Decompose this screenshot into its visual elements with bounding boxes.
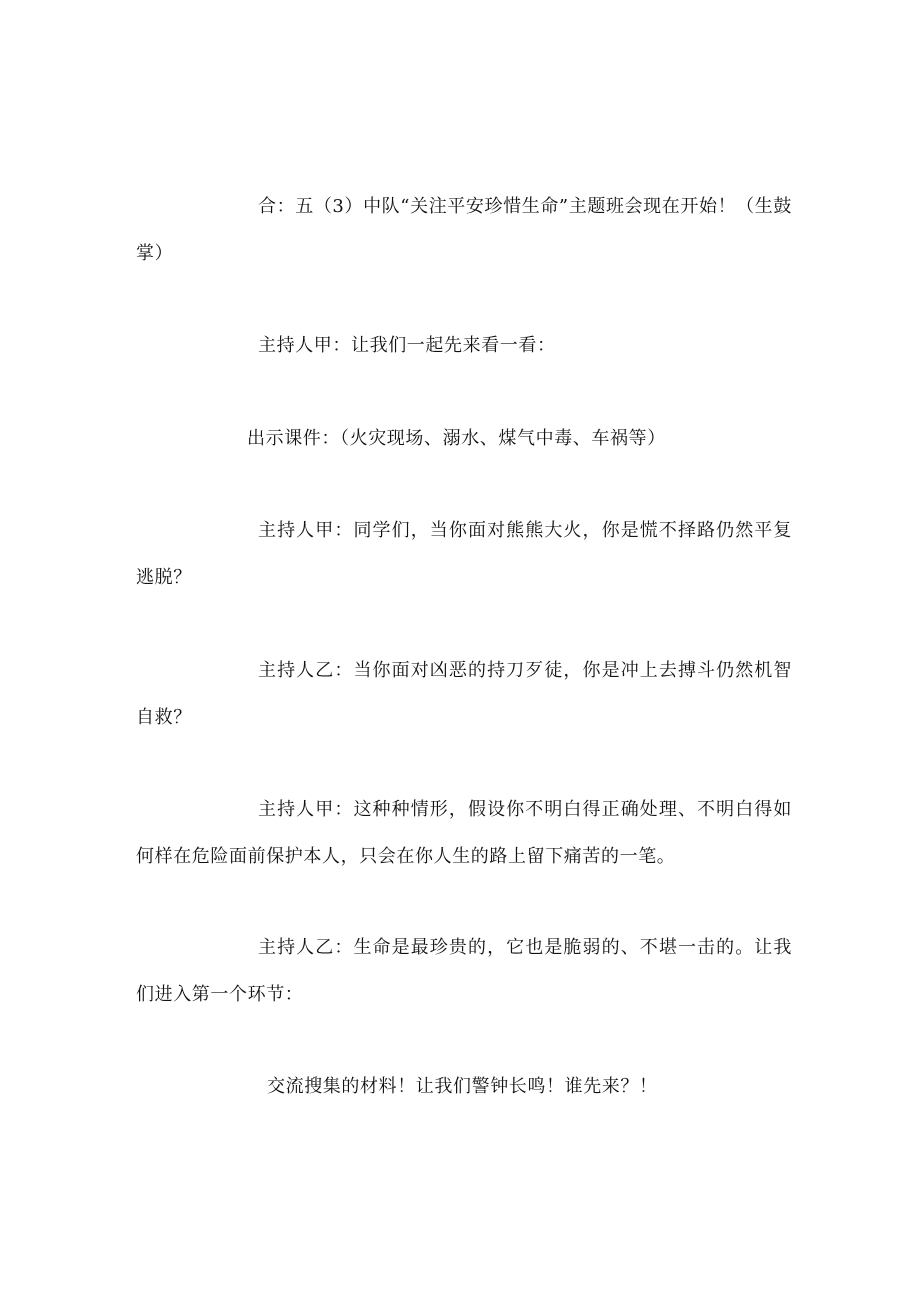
opening-announcement: 合：五（3）中队“关注平安珍惜生命”主题班会现在开始！（生鼓掌） — [136, 196, 792, 264]
host-a-line-3: 主持人甲：这种种情形，假设你不明白得正确处理、不明白得如何样在危险面前保护本人，只会在你人生的路上留下痛苦的一笔。 — [136, 799, 792, 867]
host-b-line-2: 主持人乙：生命是最珍贵的，它也是脆弱的、不堪一击的。让我们进入第一个环节： — [136, 937, 792, 1005]
host-b-line-1: 主持人乙：当你面对凶恶的持刀歹徒，你是冲上去搏斗仍然机智自救？ — [136, 660, 792, 728]
host-a-line-2: 主持人甲：同学们，当你面对熊熊大火，你是慌不择路仍然平复逃脱？ — [136, 520, 792, 588]
host-a-line-1: 主持人甲：让我们一起先来看一看： — [258, 335, 556, 356]
exchange-prompt: 交流搜集的材料！让我们警钟长鸣！谁先来？！ — [267, 1076, 658, 1097]
courseware-note: 出示课件：（火灾现场、溺水、煤气中毒、车祸等） — [247, 428, 666, 449]
